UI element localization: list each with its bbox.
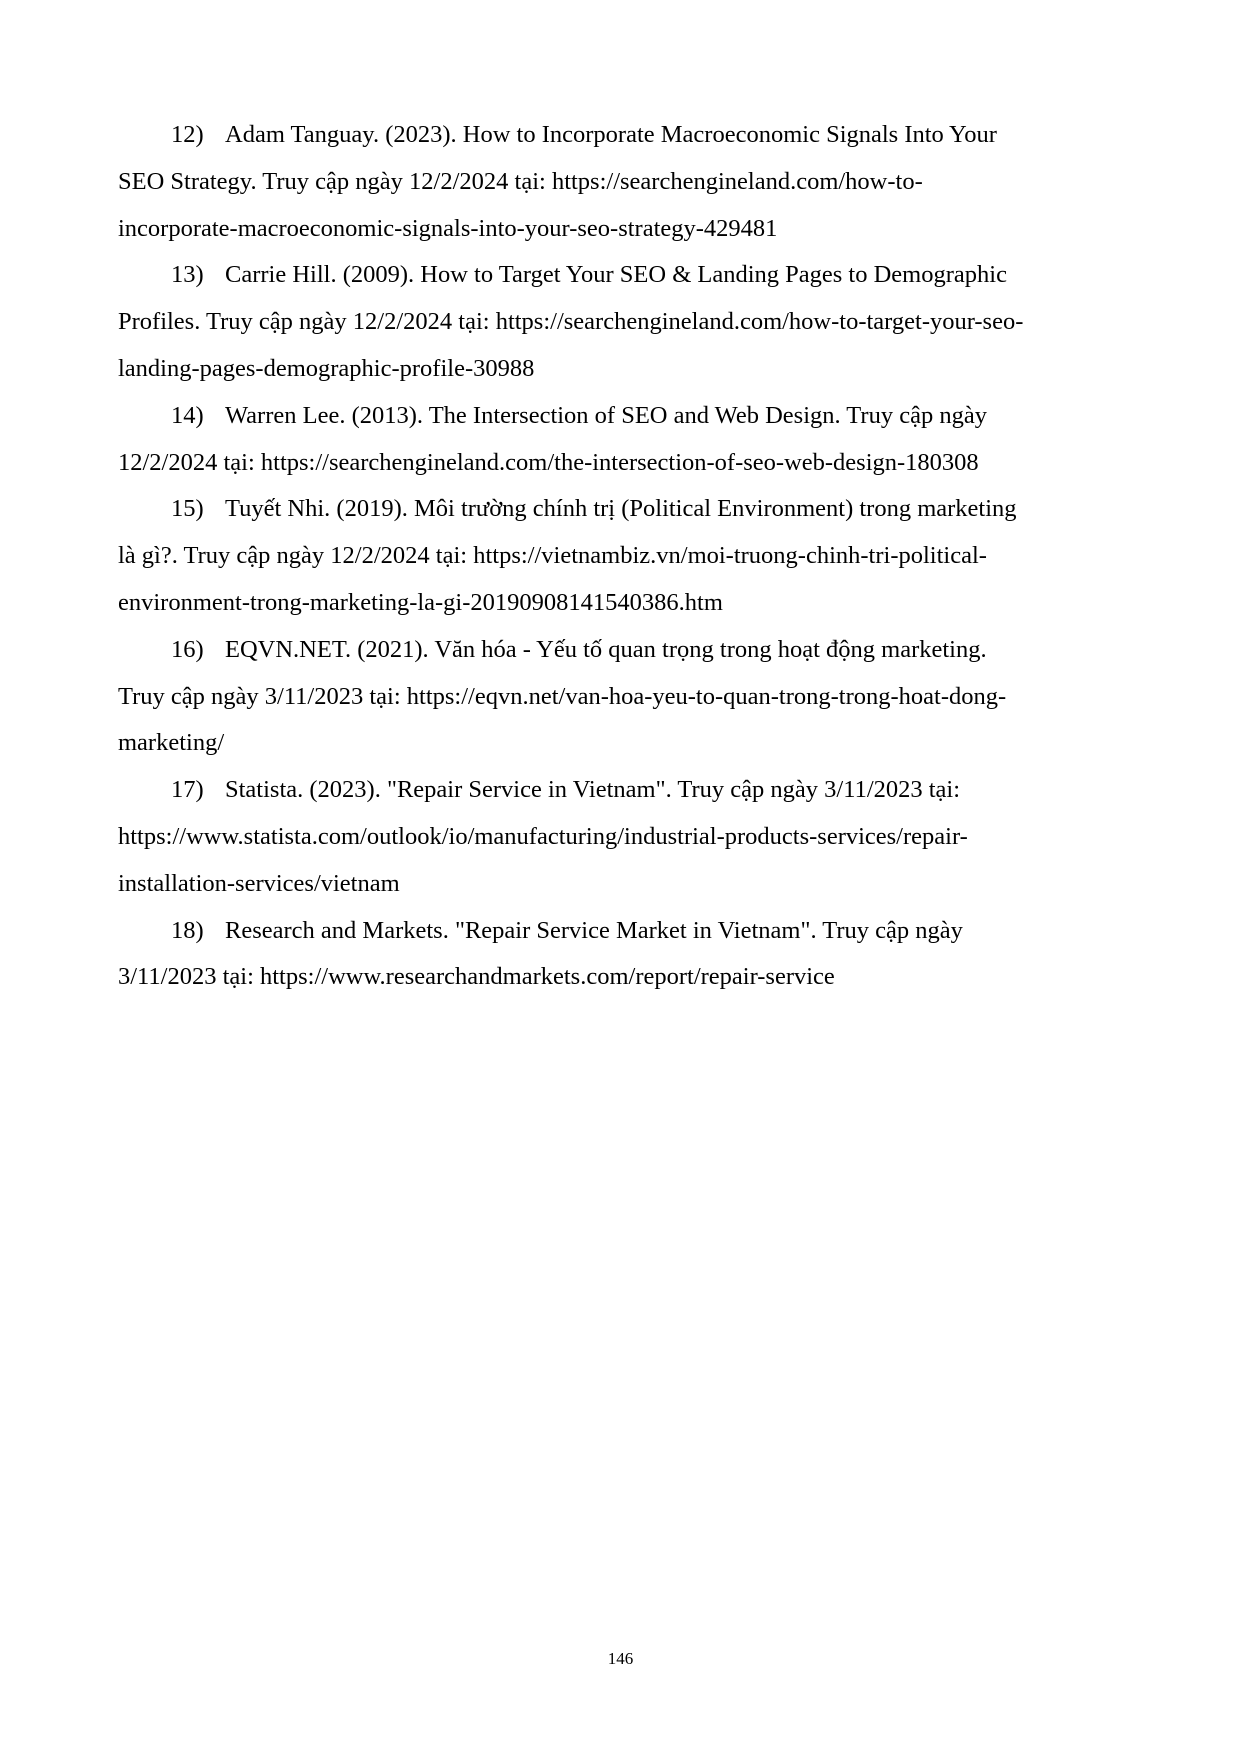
- reference-line: marketing/: [118, 729, 225, 757]
- reference-number: 17): [171, 776, 204, 804]
- reference-text: Carrie Hill. (2009). How to Target Your SEO & Landing Pages to Demographic: [225, 261, 1007, 289]
- reference-line: environment-trong-marketing-la-gi-20190908141540386.htm: [118, 588, 723, 616]
- reference-number: 18): [171, 916, 204, 944]
- reference-line: [118, 393, 1128, 440]
- reference-item-14: [118, 393, 1128, 487]
- reference-number: 16): [171, 635, 204, 663]
- reference-number: 12): [171, 121, 204, 148]
- reference-text: Warren Lee. (2013). The Intersection of SEO and Web Design. Truy cập ngày: [225, 401, 987, 429]
- reference-line: [118, 627, 1128, 674]
- reference-item-17: [118, 767, 1128, 907]
- page-number: 146: [607, 1649, 634, 1668]
- reference-line: Profiles. Truy cập ngày 12/2/2024 tại: https://searchengineland.com/how-to-target-your-seo-: [118, 308, 1024, 336]
- reference-list: [118, 112, 1128, 1001]
- reference-line: Truy cập ngày 3/11/2023 tại: https://eqvn.net/van-hoa-yeu-to-quan-trong-trong-hoat-dong-: [118, 682, 1007, 710]
- reference-line: [118, 252, 1128, 299]
- reference-text: Research and Markets. "Repair Service Market in Vietnam". Truy cập ngày: [225, 916, 963, 944]
- reference-line: installation-services/vietnam: [118, 869, 400, 897]
- reference-item-13: [118, 252, 1128, 392]
- reference-line: [118, 486, 1128, 533]
- reference-text: Statista. (2023). "Repair Service in Vietnam". Truy cập ngày 3/11/2023 tại:: [225, 776, 961, 804]
- reference-line: [118, 767, 1128, 814]
- reference-line: landing-pages-demographic-profile-30988: [118, 354, 535, 382]
- reference-line: incorporate-macroeconomic-signals-into-your-seo-strategy-429481: [118, 214, 778, 242]
- reference-item-12: [118, 112, 1128, 252]
- reference-number: 14): [171, 401, 204, 429]
- reference-line: 3/11/2023 tại: https://www.researchandmarkets.com/report/repair-service: [118, 963, 835, 991]
- reference-number: 15): [171, 495, 204, 523]
- reference-item-18: [118, 908, 1128, 1002]
- reference-item-16: [118, 627, 1128, 767]
- reference-line: [118, 112, 1128, 159]
- reference-item-15: [118, 486, 1128, 626]
- reference-text: Tuyết Nhi. (2019). Môi trường chính trị (Political Environment) trong marketing: [225, 495, 1017, 523]
- reference-line: SEO Strategy. Truy cập ngày 12/2/2024 tại: https://searchengineland.com/how-to-: [118, 167, 923, 195]
- reference-line: https://www.statista.com/outlook/io/manufacturing/industrial-products-services/repair-: [118, 822, 968, 850]
- reference-line: là gì?. Truy cập ngày 12/2/2024 tại: https://vietnambiz.vn/moi-truong-chinh-tri-political-: [118, 542, 987, 570]
- reference-line: [118, 908, 1128, 955]
- reference-text: EQVN.NET. (2021). Văn hóa - Yếu tố quan trọng trong hoạt động marketing.: [225, 635, 987, 663]
- reference-text: Adam Tanguay. (2023). How to Incorporate Macroeconomic Signals Into Your: [225, 121, 997, 148]
- reference-number: 13): [171, 261, 204, 289]
- reference-line: 12/2/2024 tại: https://searchengineland.com/the-intersection-of-seo-web-design-180308: [118, 448, 979, 476]
